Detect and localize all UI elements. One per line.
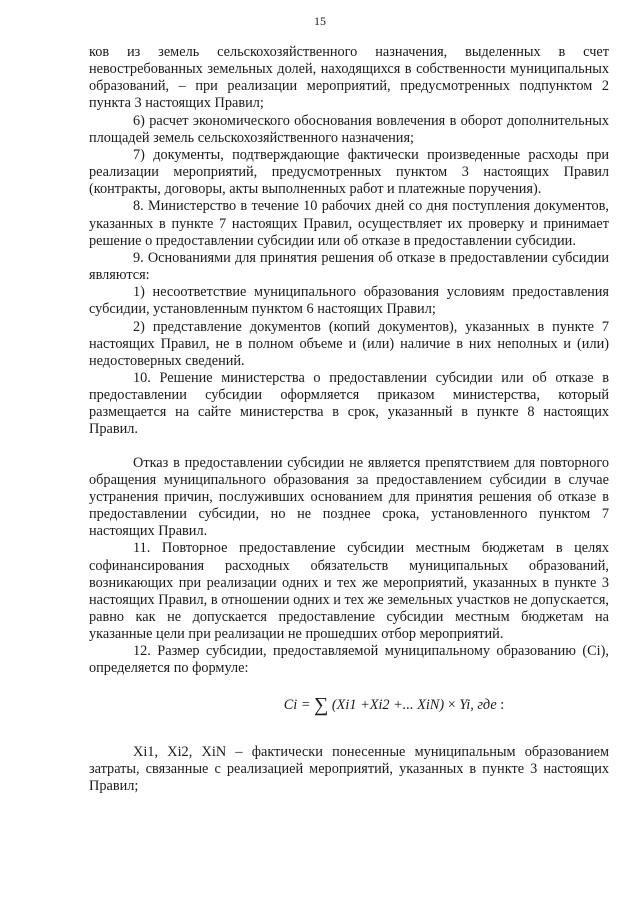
paragraph-clause-9: 9. Основаниями для принятия решения об отказе в предоставлении субсидии являются: bbox=[89, 249, 609, 284]
formula-sum-sign: ∑ bbox=[314, 693, 329, 716]
formula-body: (Xi1 +Xi2 +... XiN) bbox=[331, 696, 445, 713]
subsidy-formula bbox=[89, 694, 609, 716]
formula-lhs: Ci = bbox=[283, 696, 311, 713]
paragraph-clause-11: 11. Повторное предоставление субсидии местным бюджетам в целях софинансирования расходных обязательств муниципальных образований, возникающих при реализации одних и тех же мероприятий, указанных в пункте 3 настоящих Правил, в отношении одних и тех же земельных участков не допускается, равно как не допускается предоставление субсидии местным бюджетам на указанные цели при реализации не прошедших отбор мероприятий. bbox=[89, 540, 609, 643]
paragraph-continuation: ков из земель сельскохозяйственного назначения, выделенных в счет невостребованных земельных долей, находящихся в собственности муниципальных образований, – при реализации мероприятий, предусмотренных подпунктом 2 пункта 3 настоящих Правил; bbox=[89, 44, 609, 112]
paragraph-refusal-note: Отказ в предоставлении субсидии не является препятствием для повторного обращения муниципального образования за предоставлением субсидии в случае устранения причин, послуживших основанием для принятия решения об отказе в предоставлении субсидии, но не позднее срока, установленного пунктом 7 настоящих Правил. bbox=[89, 454, 609, 540]
paragraph-clause-9-item-1: 1) несоответствие муниципального образования условиям предоставления субсидии, установленным пунктом 6 настоящих Правил; bbox=[89, 284, 609, 318]
paragraph-formula-legend: Xi1, Xi2, XiN – фактически понесенные муниципальным образованием затраты, связанные с реализацией мероприятий, указанных в пункте 3 настоящих Правил; bbox=[89, 743, 609, 794]
formula-end: : bbox=[500, 696, 505, 713]
formula-factor: Yi, где bbox=[459, 696, 497, 713]
paragraph-clause-9-item-2: 2) представление документов (копий документов), указанных в пункте 7 настоящих Правил, не в полном объеме и (или) наличие в них неполных и (или) недостоверных сведений. bbox=[89, 318, 609, 369]
document-body bbox=[89, 44, 609, 795]
paragraph-item-6: 6) расчет экономического обоснования вовлечения в оборот дополнительных площадей земель сельскохозяйственного назначения; bbox=[89, 112, 609, 146]
paragraph-clause-10: 10. Решение министерства о предоставлении субсидии или об отказе в предоставлении субсидии оформляется приказом министерства, который размещается на сайте министерства в срок, указанный в пункте 8 настоящих Правил. bbox=[89, 369, 609, 438]
paragraph-item-7: 7) документы, подтверждающие фактически произведенные расходы при реализации мероприятий, предусмотренных пунктом 3 настоящих Правил (контракты, договоры, акты выполненных работ и платежные поручения). bbox=[89, 146, 609, 198]
page-number: 15 bbox=[314, 14, 326, 28]
formula-times-sign: × bbox=[447, 696, 456, 713]
paragraph-clause-12: 12. Размер субсидии, предоставляемой муниципальному образованию (Ci), определяется по формуле: bbox=[89, 643, 609, 677]
paragraph-clause-8: 8. Министерство в течение 10 рабочих дней со дня поступления документов, указанных в пункте 7 настоящих Правил, осуществляет их проверку и принимает решение о предоставлении субсидии или об отказе в предоставлении субсидии. bbox=[89, 198, 609, 249]
